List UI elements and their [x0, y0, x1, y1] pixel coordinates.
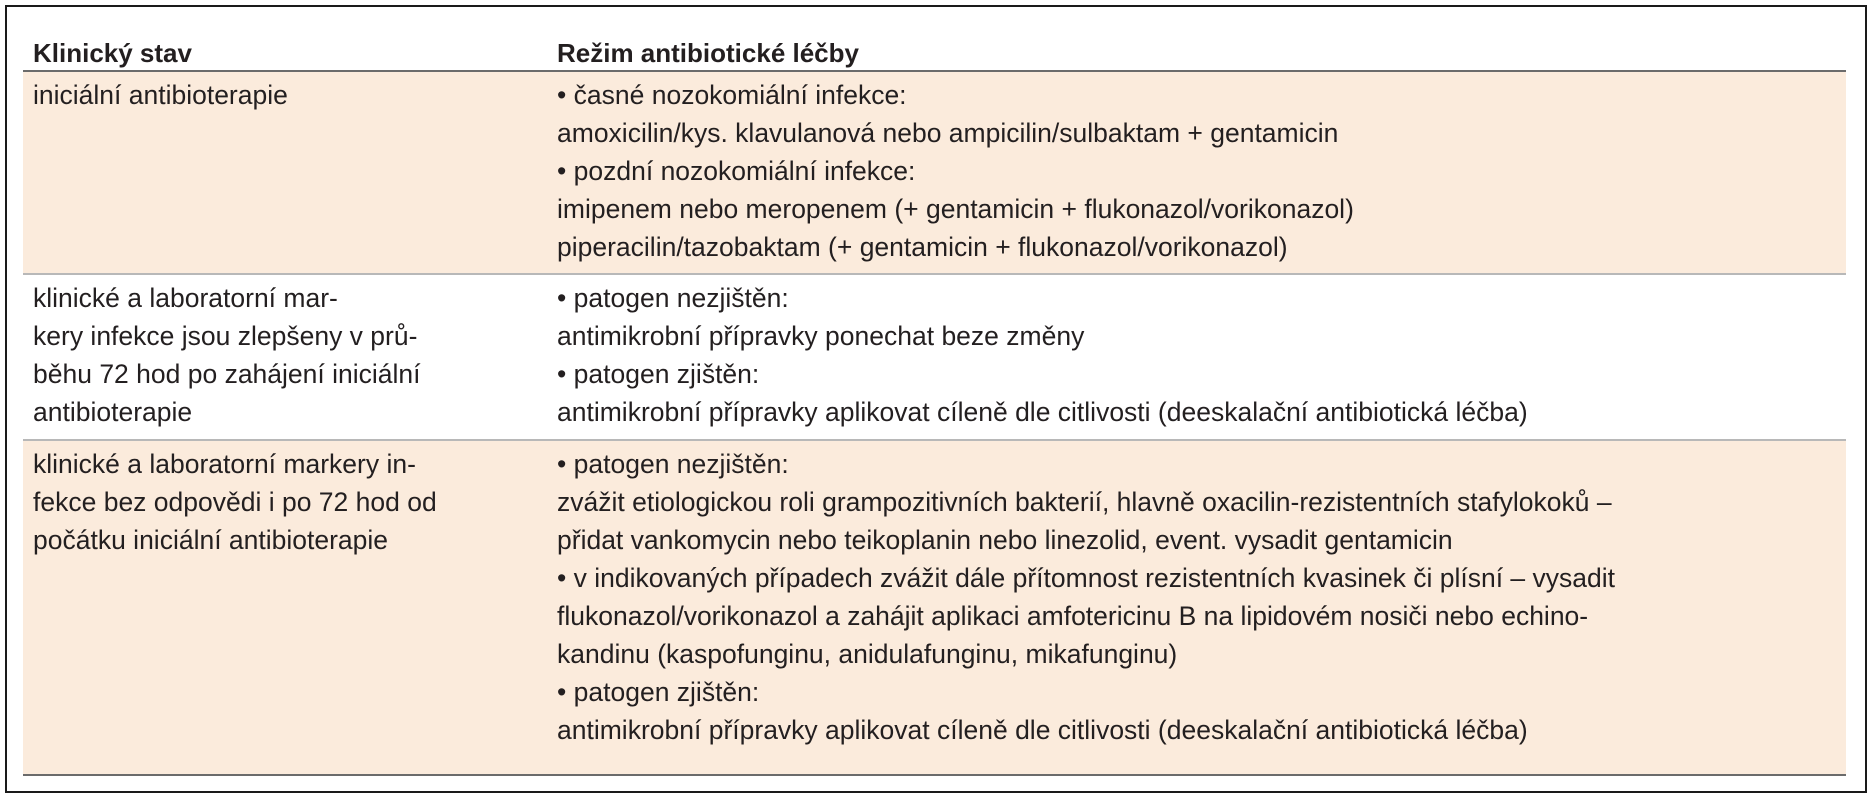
- regimen-cell: [526, 72, 1846, 273]
- table-row: [23, 441, 1846, 776]
- regimen-bullet-line: • patogen zjištěn:: [557, 673, 1846, 711]
- regimen-line: imipenem nebo meropenem (+ gentamicin + flukonazol/vorikonazol): [557, 194, 1354, 224]
- header-regimen: Režim antibiotické léčby: [557, 38, 859, 68]
- regimen-bullet-line: • patogen nezjištěn:: [557, 445, 1846, 483]
- regimen-line: zvážit etiologickou roli grampozitivních bakterií, hlavně oxacilin-rezistentních stafylokoků –: [557, 487, 1612, 517]
- condition-cell: [23, 275, 526, 439]
- condition-line: klinické a laboratorní markery in-: [33, 449, 416, 479]
- condition-cell: [23, 441, 526, 774]
- regimen-line: antimikrobní přípravky aplikovat cíleně dle citlivosti (deeskalační antibiotická léčba): [557, 397, 1528, 427]
- condition-cell: [23, 72, 526, 273]
- condition-line: antibioterapie: [33, 397, 193, 427]
- regimen-line: amoxicilin/kys. klavulanová nebo ampicilin/sulbaktam + gentamicin: [557, 118, 1339, 148]
- header-clinical-state: Klinický stav: [33, 38, 192, 68]
- antibiotic-regimen-table: [23, 27, 1846, 776]
- condition-line: klinické a laboratorní mar-: [33, 283, 338, 313]
- condition-line: běhu 72 hod po zahájení iniciální: [33, 359, 421, 389]
- regimen-line: piperacilin/tazobaktam (+ gentamicin + flukonazol/vorikonazol): [557, 232, 1288, 262]
- regimen-line: antimikrobní přípravky ponechat beze změny: [557, 321, 1085, 351]
- regimen-bullet-line: • časné nozokomiální infekce:: [557, 76, 1846, 114]
- condition-line: iniciální antibioterapie: [33, 80, 288, 110]
- table-header-row: [23, 27, 1846, 72]
- regimen-cell: [526, 275, 1846, 439]
- condition-line: počátku iniciální antibioterapie: [33, 525, 389, 555]
- regimen-bullet-line: • v indikovaných případech zvážit dále přítomnost rezistentních kvasinek či plísní – vysadit: [557, 559, 1846, 597]
- condition-line: fekce bez odpovědi i po 72 hod od: [33, 487, 437, 517]
- regimen-bullet-line: • patogen nezjištěn:: [557, 279, 1846, 317]
- condition-line: kery infekce jsou zlepšeny v prů-: [33, 321, 418, 351]
- regimen-line: kandinu (kaspofunginu, anidulafunginu, mikafunginu): [557, 639, 1178, 669]
- regimen-bullet-line: • pozdní nozokomiální infekce:: [557, 152, 1846, 190]
- table-row: [23, 72, 1846, 275]
- regimen-line: přidat vankomycin nebo teikoplanin nebo linezolid, event. vysadit gentamicin: [557, 525, 1453, 555]
- regimen-cell: [526, 441, 1846, 774]
- regimen-line: antimikrobní přípravky aplikovat cíleně dle citlivosti (deeskalační antibiotická léčba): [557, 715, 1528, 745]
- regimen-bullet-line: • patogen zjištěn:: [557, 355, 1846, 393]
- table-row: [23, 275, 1846, 441]
- regimen-line: flukonazol/vorikonazol a zahájit aplikaci amfotericinu B na lipidovém nosiči nebo echino-: [557, 601, 1589, 631]
